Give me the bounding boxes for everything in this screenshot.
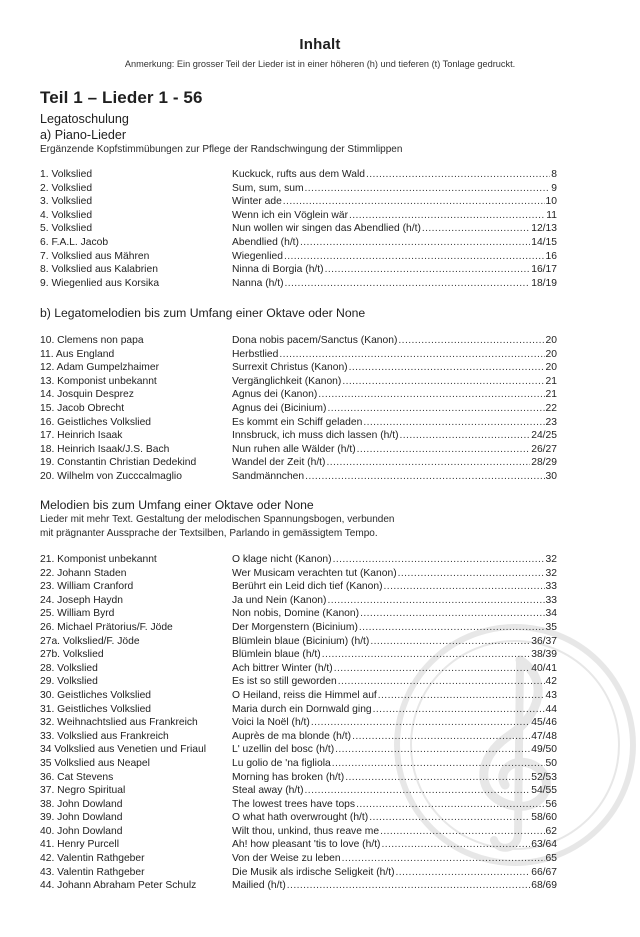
toc-entry-composer: 24. Joseph Haydn xyxy=(40,594,124,606)
toc-entry-song-title: The lowest trees have tops xyxy=(232,798,356,810)
toc-entry-title-line xyxy=(232,553,557,567)
toc-entry-composer: 35 Volkslied aus Neapel xyxy=(40,757,150,769)
edition-note: Anmerkung: Ein grosser Teil der Lieder ist in einer höheren (h) und tieferen (t) Tonlage gedruckt. xyxy=(124,59,516,69)
toc-entry-title-line xyxy=(232,716,557,730)
toc-entry xyxy=(40,263,557,277)
toc-entry xyxy=(40,375,557,389)
toc-entry-song-title: Nun ruhen alle Wälder (h/t) xyxy=(232,443,356,455)
toc-entry-composer: 17. Heinrich Isaak xyxy=(40,430,123,442)
toc-entry-song-title: Surrexit Christus (Kanon) xyxy=(232,362,348,374)
toc-entry-composer: 16. Geistliches Volkslied xyxy=(40,416,152,428)
toc-entry-page: 52/53 xyxy=(531,771,557,783)
toc-entry-song-title: Lu golio de 'na figliola xyxy=(232,757,331,769)
toc-entry-composer: 7. Volkslied aus Mähren xyxy=(40,250,150,262)
toc-entry-composer: 4. Volkslied xyxy=(40,209,93,221)
toc-entry xyxy=(40,361,557,375)
toc-entry-composer: 20. Wilhelm von Zucccalmaglio xyxy=(40,470,182,482)
toc-entry-title-line xyxy=(232,675,557,689)
toc-entry-page: 32 xyxy=(545,567,557,579)
toc-entry xyxy=(40,209,557,223)
toc-entry xyxy=(40,866,557,880)
toc-entry-title-line xyxy=(232,567,557,581)
dot-leader xyxy=(334,662,531,676)
dot-leader xyxy=(333,553,545,567)
toc-entry xyxy=(40,879,557,893)
dot-leader xyxy=(305,784,531,798)
toc-entry-title-line xyxy=(232,388,557,402)
toc-entry-page: 65 xyxy=(545,853,557,865)
toc-entry-composer: 3. Volkslied xyxy=(40,196,93,208)
toc-entry-title-line xyxy=(232,771,557,785)
toc-entry-page: 20 xyxy=(545,362,557,374)
toc-entry-title-line xyxy=(232,182,557,196)
toc-entry-composer: 19. Constantin Christian Dedekind xyxy=(40,457,197,469)
toc-entry xyxy=(40,594,557,608)
toc-entry-song-title: Voici la Noël (h/t) xyxy=(232,717,310,729)
toc-entry-title-line xyxy=(232,580,557,594)
toc-entry xyxy=(40,757,557,771)
toc-entry-song-title: Dona nobis pacem/Sanctus (Kanon) xyxy=(232,335,398,346)
toc-entry-song-title: Non nobis, Domine (Kanon) xyxy=(232,608,360,620)
toc-entry-page: 24/25 xyxy=(531,430,557,442)
toc-entry-title-line xyxy=(232,456,557,470)
dot-leader xyxy=(363,416,544,430)
toc-entry-page: 16 xyxy=(545,250,557,262)
dot-leader xyxy=(326,456,530,470)
dot-leader xyxy=(300,236,530,250)
toc-entry xyxy=(40,195,557,209)
dot-leader xyxy=(327,402,544,416)
toc-entry-page: 32 xyxy=(545,554,557,565)
toc-entry xyxy=(40,168,557,182)
toc-entry-composer: 25. William Byrd xyxy=(40,608,115,620)
toc-entry-composer: 22. Johann Staden xyxy=(40,567,127,579)
toc-entry-song-title: Ah! how pleasant 'tis to love (h/t) xyxy=(232,839,381,851)
toc-entry-title-line xyxy=(232,825,557,839)
toc-entry-page: 20 xyxy=(545,348,557,360)
dot-leader xyxy=(279,348,544,362)
section-c-description-line2: mit prägnanter Aussprache der Textsilben, Parlando in gemässigtem Tempo. xyxy=(40,527,378,539)
toc-entry-page: 40/41 xyxy=(531,662,557,674)
toc-entry-page: 30 xyxy=(545,470,557,482)
toc-entry-composer: 40. John Dowland xyxy=(40,825,123,837)
toc-entry xyxy=(40,348,557,362)
toc-entry-composer: 5. Volkslied xyxy=(40,223,93,235)
dot-leader xyxy=(342,375,544,389)
toc-entry-title-line xyxy=(232,361,557,375)
toc-entry-page: 62 xyxy=(545,825,557,837)
dot-leader xyxy=(400,429,531,443)
toc-entry-title-line xyxy=(232,402,557,416)
toc-entry-song-title: Nanna (h/t) xyxy=(232,277,284,289)
toc-entry-page: 33 xyxy=(545,581,557,593)
toc-entry-title-line xyxy=(232,879,557,893)
toc-entry-page: 47/48 xyxy=(531,730,557,742)
toc-entry-title-line xyxy=(232,607,557,621)
toc-entry-song-title: Abendlied (h/t) xyxy=(232,236,299,248)
toc-entry xyxy=(40,222,557,236)
dot-leader xyxy=(370,635,530,649)
toc-entry-page: 50 xyxy=(545,757,557,769)
toc-entry-title-line xyxy=(232,852,557,866)
dot-leader xyxy=(384,580,545,594)
toc-entry-composer: 26. Michael Prätorius/F. Jöde xyxy=(40,621,173,633)
toc-entry-title-line xyxy=(232,798,557,812)
dot-leader xyxy=(373,703,545,717)
toc-entry-page: 54/55 xyxy=(531,785,557,797)
toc-entry-title-line xyxy=(232,222,557,236)
toc-entry xyxy=(40,334,557,348)
dot-leader xyxy=(369,811,530,825)
dot-leader xyxy=(311,716,530,730)
dot-leader xyxy=(349,361,545,375)
toc-entry-page: 45/46 xyxy=(531,717,557,729)
toc-entry-composer: 2. Volkslied xyxy=(40,182,93,194)
toc-entry-composer: 13. Komponist unbekannt xyxy=(40,375,157,387)
toc-entry-page: 22 xyxy=(545,402,557,414)
toc-entry xyxy=(40,716,557,730)
dot-leader xyxy=(322,648,531,662)
toc-entry-song-title: Vergänglichkeit (Kanon) xyxy=(232,375,342,387)
toc-entry-song-title: Blümlein blaue (h/t) xyxy=(232,649,321,661)
dot-leader xyxy=(359,621,545,635)
toc-entry-composer: 9. Wiegenlied aus Korsika xyxy=(40,277,160,289)
section-c-description-line1: Lieder mit mehr Text. Gestaltung der melodischen Spannungsbogen, verbunden xyxy=(40,514,395,525)
toc-entry-title-line xyxy=(232,443,557,457)
toc-entry-title-line xyxy=(232,375,557,389)
toc-entry xyxy=(40,553,557,567)
toc-entry-song-title: Wenn ich ein Vöglein wär xyxy=(232,209,349,221)
toc-entry xyxy=(40,798,557,812)
dot-leader xyxy=(318,388,544,402)
toc-entry-page: 68/69 xyxy=(531,880,557,892)
dot-leader xyxy=(283,195,545,209)
toc-entry xyxy=(40,703,557,717)
dot-leader xyxy=(327,594,544,608)
toc-entry-composer: 39. John Dowland xyxy=(40,812,123,824)
toc-entry-composer: 6. F.A.L. Jacob xyxy=(40,236,109,248)
toc-entry-song-title: O klage nicht (Kanon) xyxy=(232,554,332,565)
toc-entry-title-line xyxy=(232,236,557,250)
toc-entry-song-title: Wer Musicam verachten tut (Kanon) xyxy=(232,567,397,579)
toc-entry-title-line xyxy=(232,648,557,662)
dot-leader xyxy=(325,263,531,277)
part-heading: Teil 1 – Lieder 1 - 56 xyxy=(40,88,203,107)
section-c-title: Melodien bis zum Umfang einer Oktave oder None xyxy=(40,498,314,512)
toc-entry-title-line xyxy=(232,784,557,798)
toc-entry-composer: 15. Jacob Obrecht xyxy=(40,402,125,414)
toc-entry-composer: 34 Volkslied aus Venetien und Friaul xyxy=(40,744,207,756)
dot-leader xyxy=(349,209,545,223)
toc-entry-composer: 21. Komponist unbekannt xyxy=(40,554,157,565)
toc-entry-song-title: Es kommt ein Schiff geladen xyxy=(232,416,363,428)
section-a-subtitle: a) Piano-Lieder xyxy=(40,128,127,142)
toc-entry-composer: 10. Clemens non papa xyxy=(40,335,144,346)
toc-entry xyxy=(40,771,557,785)
toc-entry-title-line xyxy=(232,348,557,362)
toc-entry-song-title: Blümlein blaue (Bicinium) (h/t) xyxy=(232,635,370,647)
dot-leader xyxy=(345,771,530,785)
toc-entry-title-line xyxy=(232,621,557,635)
toc-entry-title-line xyxy=(232,209,557,223)
toc-entry-page: 18/19 xyxy=(531,277,557,289)
toc-entry-title-line xyxy=(232,416,557,430)
dot-leader xyxy=(396,866,531,880)
toc-entry-composer: 1. Volkslied xyxy=(40,169,93,180)
toc-entry-song-title: Ninna di Borgia (h/t) xyxy=(232,264,324,276)
dot-leader xyxy=(360,607,544,621)
toc-entry-composer: 31. Geistliches Volkslied xyxy=(40,703,152,715)
dot-leader xyxy=(305,182,551,196)
toc-entry xyxy=(40,182,557,196)
toc-entry-song-title: Wilt thou, unkind, thus reave me xyxy=(232,825,380,837)
toc-entry-song-title: O what hath overwrought (h/t) xyxy=(232,812,369,824)
toc-entry-page: 63/64 xyxy=(531,839,557,851)
toc-entry xyxy=(40,429,557,443)
toc-entry xyxy=(40,648,557,662)
toc-entry xyxy=(40,825,557,839)
page-title: Inhalt xyxy=(299,36,341,53)
toc-entry-song-title: Ach bittrer Winter (h/t) xyxy=(232,662,333,674)
toc-entry xyxy=(40,443,557,457)
toc-entry-title-line xyxy=(232,703,557,717)
toc-entry xyxy=(40,730,557,744)
toc-entry-song-title: L' uzellin del bosc (h/t) xyxy=(232,744,335,756)
toc-entry-page: 21 xyxy=(545,375,557,387)
toc-entry-composer: 12. Adam Gumpelzhaimer xyxy=(40,362,160,374)
toc-entry-title-line xyxy=(232,635,557,649)
toc-entry-page: 12/13 xyxy=(531,223,557,235)
toc-entry-composer: 27b. Volkslied xyxy=(40,649,104,661)
toc-entry-title-line xyxy=(232,429,557,443)
toc-entry xyxy=(40,784,557,798)
toc-entry xyxy=(40,580,557,594)
toc-entry-song-title: Ja und Nein (Kanon) xyxy=(232,594,327,606)
toc-entry-title-line xyxy=(232,866,557,880)
toc-entry-page: 34 xyxy=(545,608,557,620)
toc-entry-title-line xyxy=(232,263,557,277)
toc-entry-page: 35 xyxy=(545,621,557,633)
toc-entry-song-title: Von der Weise zu leben xyxy=(232,853,341,865)
toc-entry-song-title: Herbstlied xyxy=(232,348,279,360)
toc-entry-title-line xyxy=(232,250,557,264)
toc-entry-title-line xyxy=(232,594,557,608)
toc-entry-composer: 18. Heinrich Isaak/J.S. Bach xyxy=(40,443,170,455)
dot-leader xyxy=(398,567,545,581)
toc-entry xyxy=(40,607,557,621)
toc-entry xyxy=(40,236,557,250)
toc-entry-title-line xyxy=(232,470,557,484)
toc-entry-composer: 8. Volkslied aus Kalabrien xyxy=(40,264,158,276)
toc-entry-title-line xyxy=(232,195,557,209)
toc-entry-composer: 33. Volkslied aus Frankreich xyxy=(40,730,169,742)
toc-entry xyxy=(40,402,557,416)
toc-entry-page: 16/17 xyxy=(531,264,557,276)
toc-entry-song-title: Die Musik als irdische Seligkeit (h/t) xyxy=(232,866,395,878)
dot-leader xyxy=(380,825,544,839)
toc-entry-title-line xyxy=(232,730,557,744)
toc-entry-composer: 36. Cat Stevens xyxy=(40,771,114,783)
toc-entry-song-title: Nun wollen wir singen das Abendlied (h/t) xyxy=(232,223,421,235)
toc-entry-title-line xyxy=(232,168,557,182)
section-c-header xyxy=(40,497,394,540)
toc-entry xyxy=(40,743,557,757)
toc-entry-page: 56 xyxy=(545,798,557,810)
toc-entry xyxy=(40,250,557,264)
toc-entry-song-title: Kuckuck, rufts aus dem Wald xyxy=(232,169,365,180)
toc-entry-song-title: Sum, sum, sum xyxy=(232,182,304,194)
dot-leader xyxy=(342,852,545,866)
toc-entry-composer: 27a. Volkslied/F. Jöde xyxy=(40,635,140,647)
dot-leader xyxy=(305,470,544,484)
toc-entry-page: 20 xyxy=(545,335,557,346)
toc-entry-song-title: Sandmännchen xyxy=(232,470,305,482)
toc-entry xyxy=(40,621,557,635)
toc-entry-page: 36/37 xyxy=(531,635,557,647)
dot-leader xyxy=(284,250,545,264)
dot-leader xyxy=(422,222,530,236)
toc-entry-page: 42 xyxy=(545,676,557,688)
section-a-title: Legatoschulung xyxy=(40,112,129,126)
toc-entry-title-line xyxy=(232,662,557,676)
section-a-description: Ergänzende Kopfstimmübungen zur Pflege der Randschwingung der Stimmlippen xyxy=(40,144,403,155)
toc-entry-song-title: Auprès de ma blonde (h/t) xyxy=(232,730,352,742)
toc-entry-page: 49/50 xyxy=(531,744,557,756)
toc-entry-title-line xyxy=(232,743,557,757)
toc-entry xyxy=(40,456,557,470)
toc-entry-title-line xyxy=(232,811,557,825)
toc-entry-composer: 30. Geistliches Volkslied xyxy=(40,689,152,701)
toc-entry-composer: 37. Negro Spiritual xyxy=(40,785,126,797)
dot-leader xyxy=(356,798,544,812)
toc-entry-title-line xyxy=(232,689,557,703)
toc-entry-composer: 38. John Dowland xyxy=(40,798,123,810)
toc-entry-page: 14/15 xyxy=(531,236,557,248)
toc-entry-composer: 41. Henry Purcell xyxy=(40,839,119,851)
toc-section-a xyxy=(40,168,557,290)
toc-entry-page: 23 xyxy=(545,416,557,428)
toc-entry xyxy=(40,811,557,825)
toc-entry xyxy=(40,416,557,430)
toc-entry-song-title: Agnus dei (Bicinium) xyxy=(232,402,327,414)
toc-entry-page: 33 xyxy=(545,594,557,606)
toc-entry-page: 43 xyxy=(545,689,557,701)
toc-entry-title-line xyxy=(232,838,557,852)
toc-entry xyxy=(40,635,557,649)
dot-leader xyxy=(332,757,545,771)
toc-entry-song-title: Maria durch ein Dornwald ging xyxy=(232,703,372,715)
toc-entry-song-title: Morning has broken (h/t) xyxy=(232,771,345,783)
toc-entry xyxy=(40,662,557,676)
toc-entry-song-title: Innsbruck, ich muss dich lassen (h/t) xyxy=(232,430,399,442)
toc-entry xyxy=(40,277,557,291)
toc-entry-song-title: Winter ade xyxy=(232,196,282,208)
toc-entry-page: 58/60 xyxy=(531,812,557,824)
toc-entry-composer: 28. Volkslied xyxy=(40,662,98,674)
toc-entry-page: 21 xyxy=(545,389,557,401)
dot-leader xyxy=(335,743,530,757)
toc-entry-song-title: Der Morgenstern (Bicinium) xyxy=(232,621,358,633)
toc-entry xyxy=(40,388,557,402)
toc-entry-song-title: Steal away (h/t) xyxy=(232,785,304,797)
toc-entry-song-title: Wandel der Zeit (h/t) xyxy=(232,457,326,469)
toc-entry-song-title: O Heiland, reiss die Himmel auf xyxy=(232,689,377,701)
dot-leader xyxy=(285,277,531,291)
toc-entry xyxy=(40,470,557,484)
toc-entry-composer: 44. Johann Abraham Peter Schulz xyxy=(40,880,197,892)
toc-entry-page: 8 xyxy=(551,169,557,180)
toc-entry-page: 66/67 xyxy=(531,866,557,878)
toc-entry-page: 26/27 xyxy=(531,443,557,455)
toc-entry-composer: 29. Volkslied xyxy=(40,676,98,688)
section-b-title: b) Legatomelodien bis zum Umfang einer Oktave oder None xyxy=(40,306,366,320)
toc-entry-page: 10 xyxy=(545,196,557,208)
toc-entry-title-line xyxy=(232,757,557,771)
dot-leader xyxy=(338,675,545,689)
toc-entry-composer: 32. Weihnachtslied aus Frankreich xyxy=(40,717,198,729)
toc-entry-page: 44 xyxy=(545,703,557,715)
toc-entry-page: 28/29 xyxy=(531,457,557,469)
dot-leader xyxy=(366,168,550,182)
toc-entry-title-line xyxy=(232,334,557,348)
toc-entry-composer: 11. Aus England xyxy=(40,348,115,360)
dot-leader xyxy=(352,730,530,744)
toc-entry-song-title: Berührt ein Leid dich tief (Kanon) xyxy=(232,581,383,593)
toc-entry-page: 9 xyxy=(551,182,557,194)
toc-entry-title-line xyxy=(232,277,557,291)
toc-entry-page: 38/39 xyxy=(531,649,557,661)
dot-leader xyxy=(287,879,530,893)
toc-entry xyxy=(40,852,557,866)
toc-entry-page: 11 xyxy=(546,209,557,221)
dot-leader xyxy=(382,838,531,852)
toc-entry-composer: 23. William Cranford xyxy=(40,581,134,593)
toc-section-b xyxy=(40,334,557,484)
toc-entry-song-title: Wiegenlied xyxy=(232,250,283,262)
toc-entry-song-title: Mailied (h/t) xyxy=(232,880,286,892)
toc-entry xyxy=(40,689,557,703)
section-b-header xyxy=(40,305,365,321)
toc-entry xyxy=(40,567,557,581)
toc-entry-song-title: Es ist so still geworden xyxy=(232,676,337,688)
toc-entry-composer: 14. Josquin Desprez xyxy=(40,389,134,401)
toc-section-c xyxy=(40,553,557,893)
section-a-header xyxy=(40,111,402,157)
toc-entry-composer: 43. Valentin Rathgeber xyxy=(40,866,145,878)
toc-entry xyxy=(40,675,557,689)
toc-entry xyxy=(40,838,557,852)
dot-leader xyxy=(398,334,544,348)
dot-leader xyxy=(378,689,545,703)
toc-entry-composer: 42. Valentin Rathgeber xyxy=(40,853,145,865)
toc-entry-song-title: Agnus dei (Kanon) xyxy=(232,389,318,401)
dot-leader xyxy=(357,443,531,457)
